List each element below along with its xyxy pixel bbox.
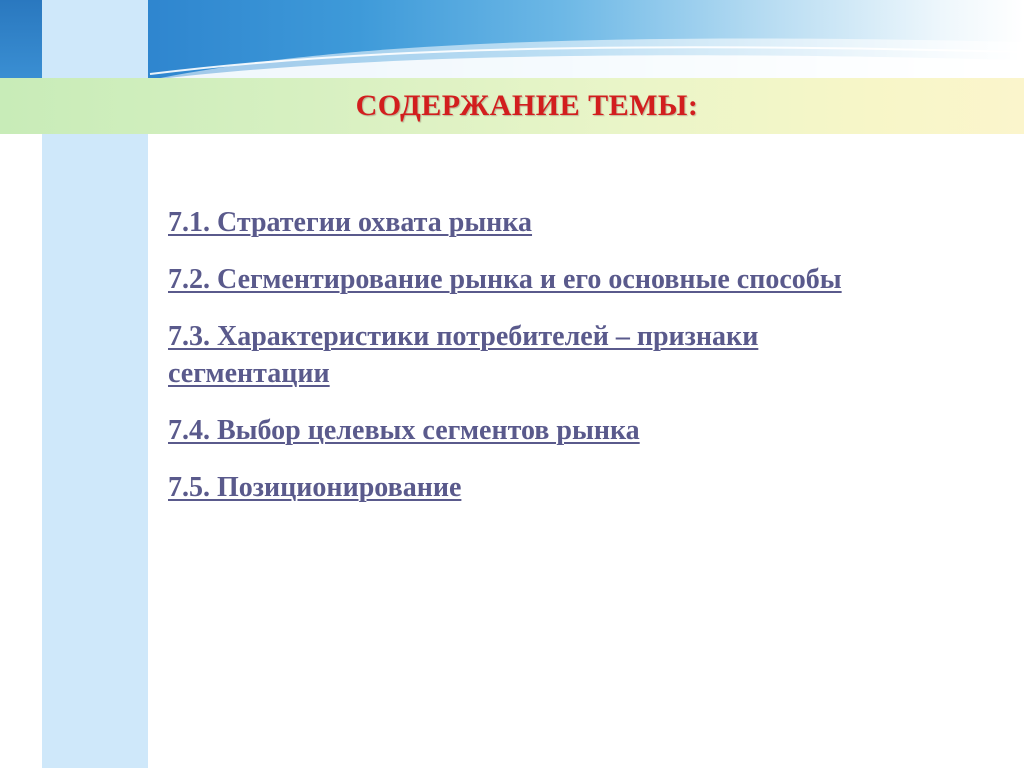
topic-link-7-3[interactable]: 7.3. Характеристики потребителей – признаки сегментации <box>168 321 759 389</box>
list-item <box>168 261 908 298</box>
topic-list <box>168 204 908 526</box>
slide-title: СОДЕРЖАНИЕ ТЕМЫ: <box>355 89 699 122</box>
list-item <box>168 412 908 449</box>
topic-link-7-4[interactable]: 7.4. Выбор целевых сегментов рынка <box>168 415 640 446</box>
topic-link-7-1[interactable]: 7.1. Стратегии охвата рынка <box>168 207 533 238</box>
topic-link-7-5[interactable]: 7.5. Позиционирование <box>168 472 462 503</box>
top-banner-decoration <box>0 0 1024 80</box>
list-item <box>168 318 908 392</box>
list-item <box>168 204 908 241</box>
left-edge-decoration <box>0 0 42 80</box>
list-item <box>168 469 908 506</box>
title-band <box>0 78 1024 134</box>
banner-swoosh-graphic <box>0 0 1024 80</box>
topic-link-7-2[interactable]: 7.2. Сегментирование рынка и его основные способы <box>168 264 842 295</box>
